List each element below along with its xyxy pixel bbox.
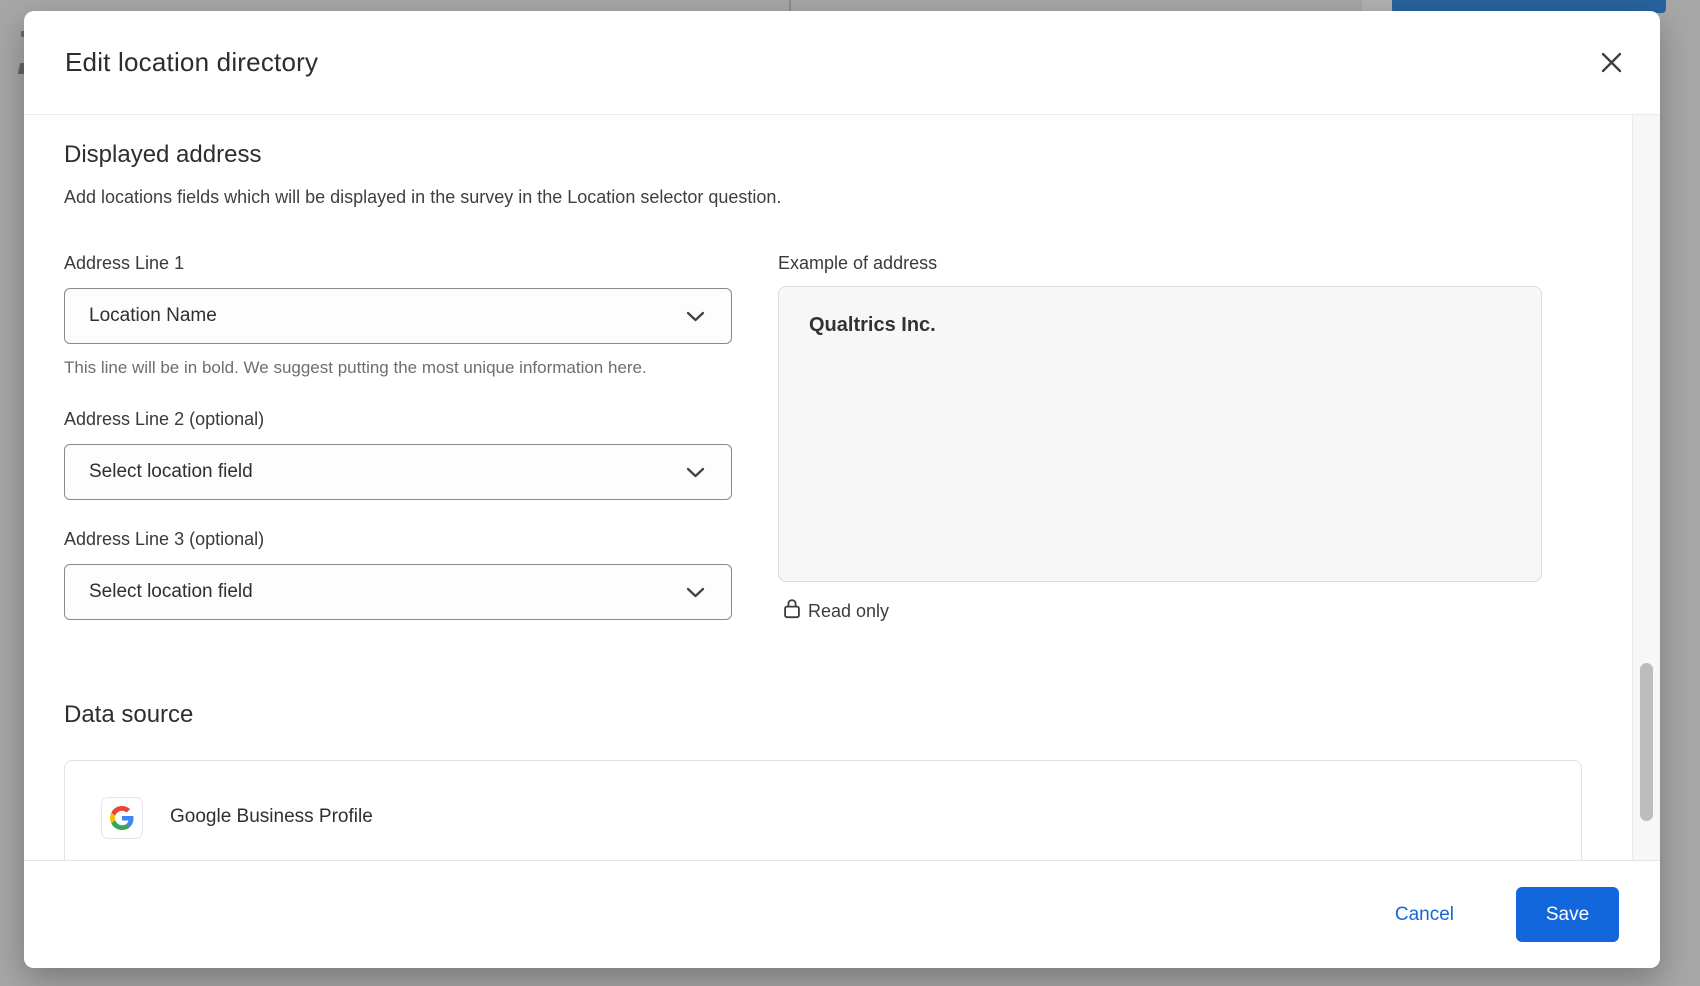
- address-preview-line1: Qualtrics Inc.: [809, 314, 936, 336]
- displayed-address-heading: Displayed address: [64, 141, 262, 168]
- data-source-heading: Data source: [64, 701, 194, 728]
- example-of-address-label: Example of address: [778, 253, 938, 273]
- dialog-header: [24, 11, 1660, 115]
- read-only-label: Read only: [808, 600, 890, 621]
- data-source-provider-label: Google Business Profile: [170, 806, 373, 827]
- address-line-1-select[interactable]: [64, 288, 732, 344]
- google-logo-icon: [101, 797, 143, 839]
- data-source-card[interactable]: [64, 760, 1582, 860]
- address-line-3-label: Address Line 3 (optional): [64, 529, 265, 549]
- chevron-down-icon: [686, 467, 705, 478]
- save-button[interactable]: Save: [1516, 887, 1619, 942]
- address-preview-box: [778, 286, 1542, 582]
- edit-location-directory-dialog: [24, 11, 1660, 968]
- scrollbar-track[interactable]: [1632, 115, 1660, 860]
- dialog-title: Edit location directory: [65, 47, 319, 77]
- displayed-address-description: Add locations fields which will be displayed in the survey in the Location selector question.: [64, 187, 782, 207]
- address-line-1-helper: This line will be in bold. We suggest putting the most unique information here.: [64, 358, 647, 377]
- address-line-2-value: Select location field: [89, 461, 253, 482]
- background-panel-fragment: [1362, 0, 1392, 11]
- lock-icon: [784, 598, 800, 624]
- dialog-body: [24, 115, 1660, 860]
- address-line-2-label: Address Line 2 (optional): [64, 409, 265, 429]
- cancel-button[interactable]: Cancel: [1394, 903, 1454, 925]
- address-line-2-select[interactable]: [64, 444, 732, 500]
- address-line-3-value: Select location field: [89, 581, 253, 602]
- close-icon: [1598, 49, 1625, 79]
- chevron-down-icon: [686, 587, 705, 598]
- address-line-3-select[interactable]: [64, 564, 732, 620]
- chevron-down-icon: [686, 311, 705, 322]
- close-button[interactable]: [1595, 48, 1627, 80]
- background-panel-divider: [789, 0, 791, 11]
- address-line-1-value: Location Name: [89, 305, 217, 326]
- scrollbar-thumb[interactable]: [1640, 663, 1653, 821]
- address-line-1-label: Address Line 1: [64, 253, 185, 273]
- read-only-indicator: [784, 598, 889, 624]
- dialog-footer: [24, 860, 1660, 968]
